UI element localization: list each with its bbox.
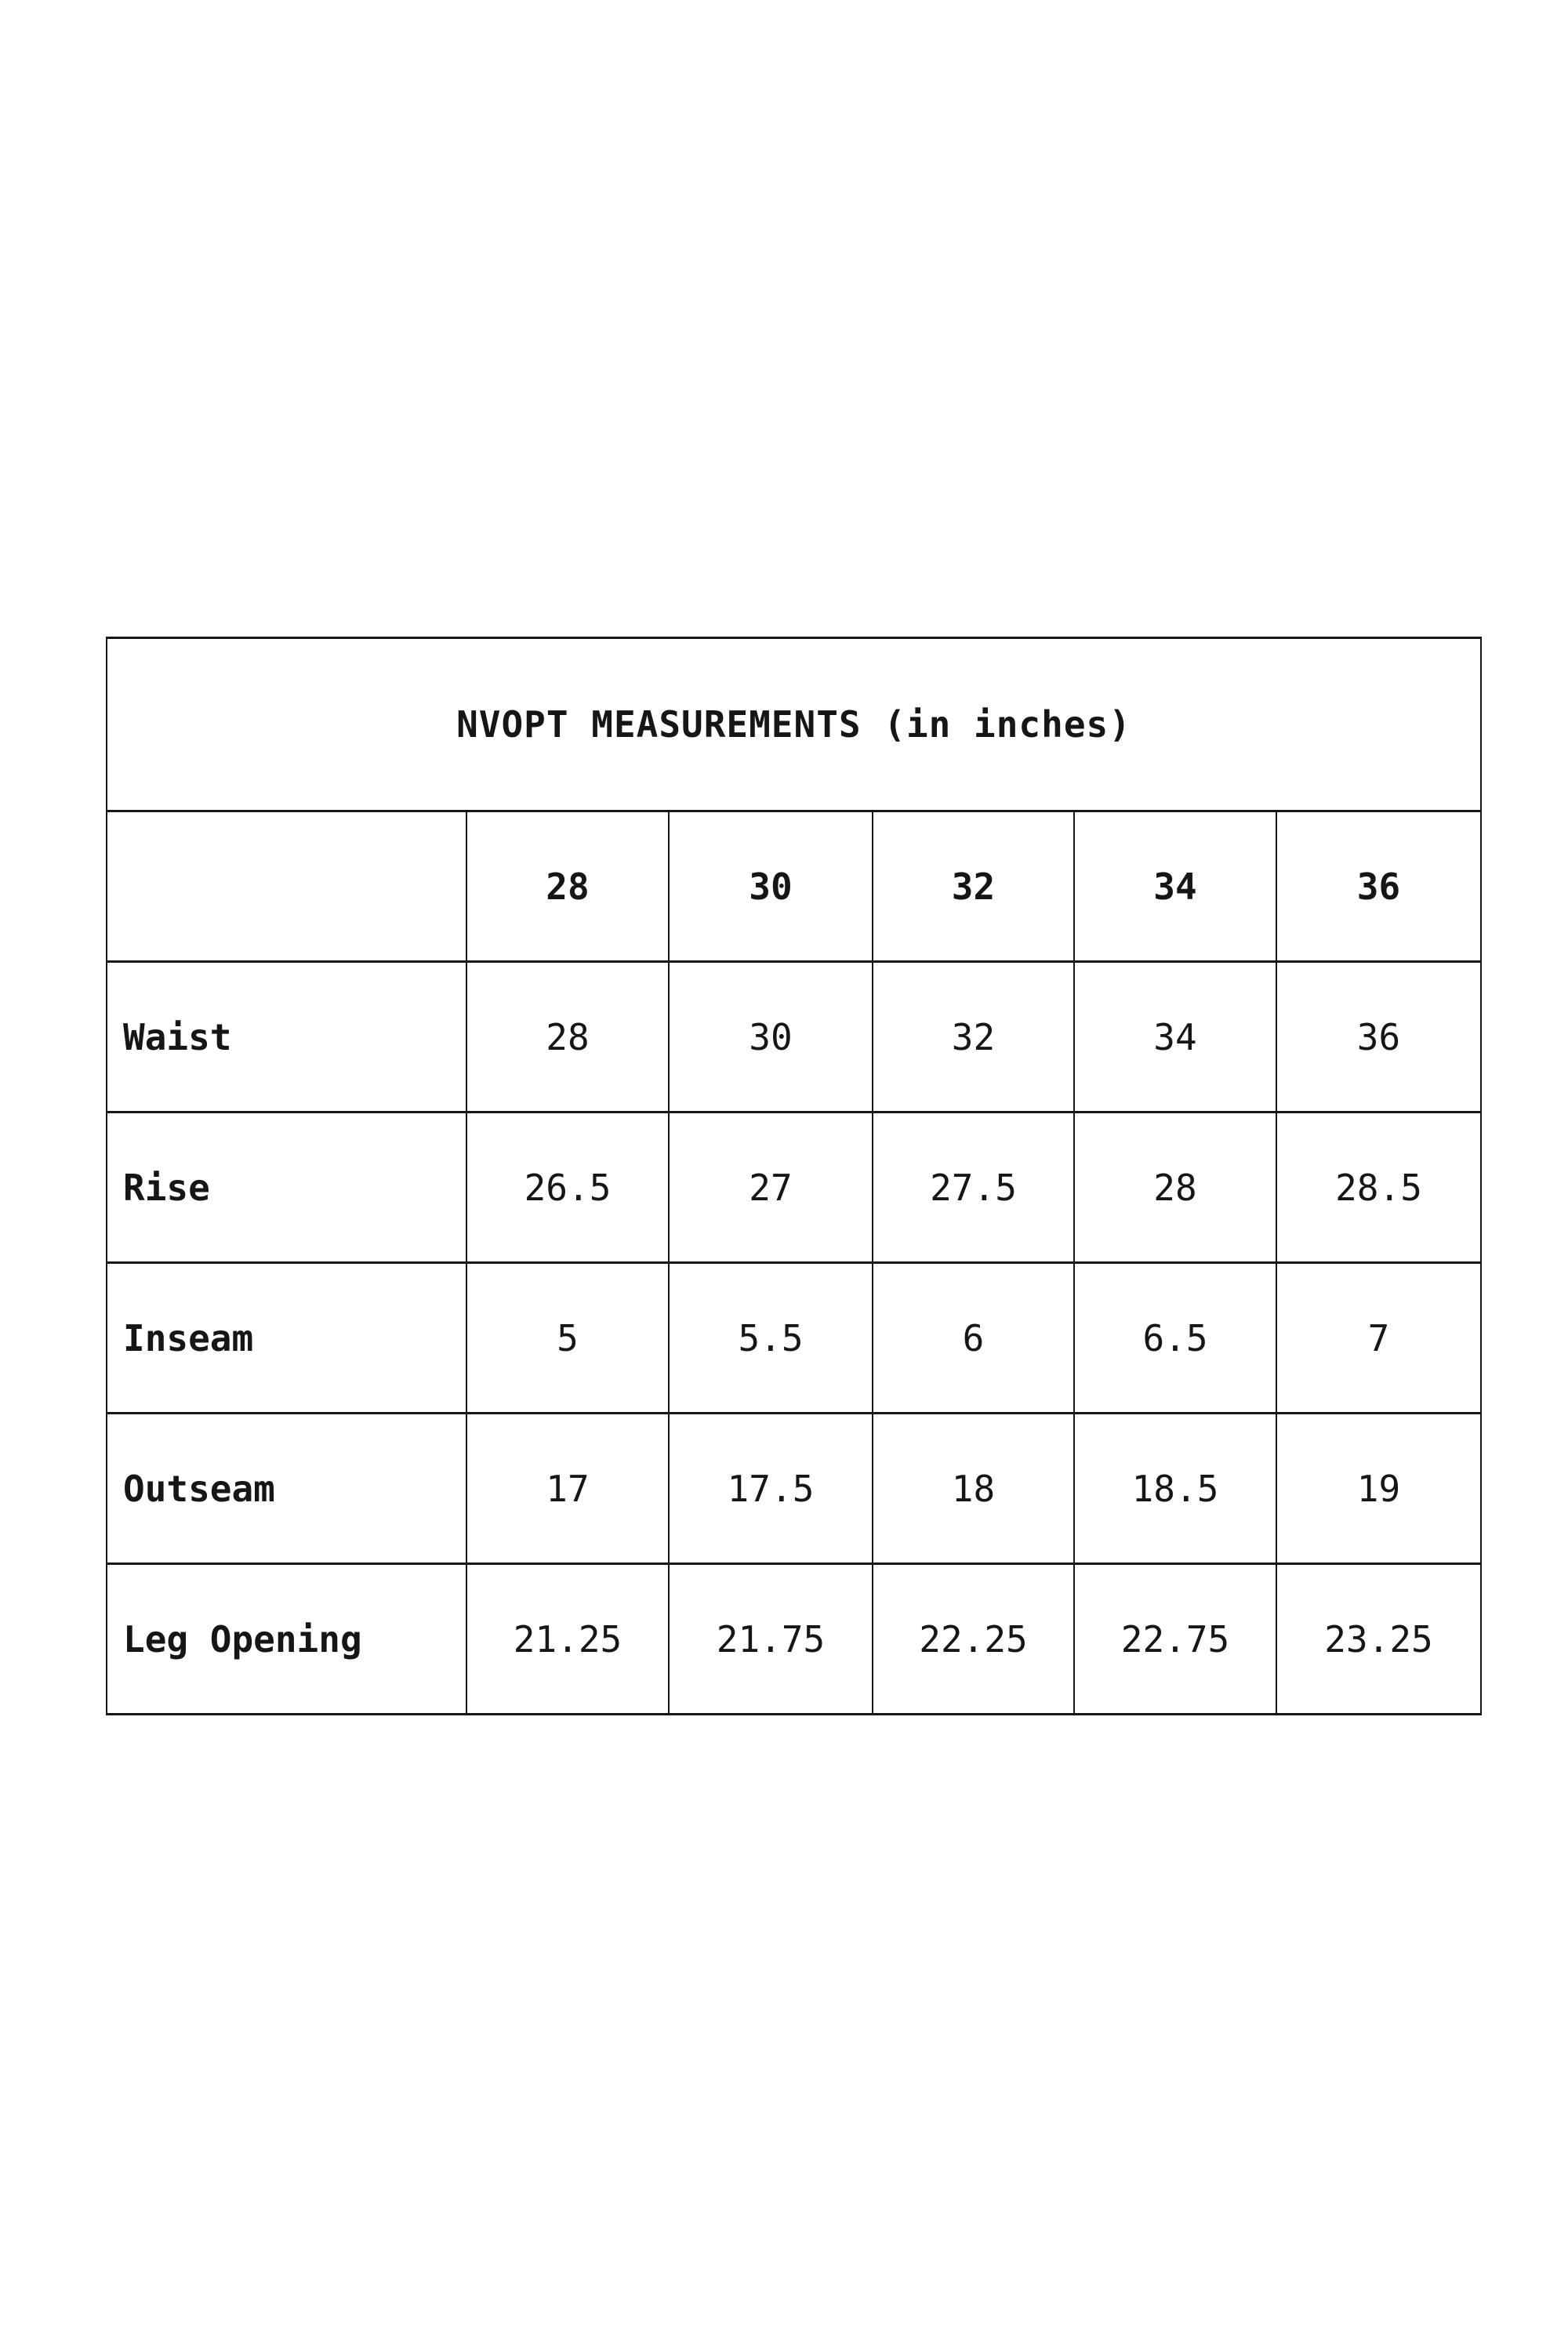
measurement-cell: 36 — [1276, 962, 1481, 1112]
measurement-cell: 21.75 — [669, 1564, 873, 1715]
measurement-cell: 7 — [1276, 1263, 1481, 1414]
row-label-inseam: Inseam — [107, 1263, 466, 1414]
table-row-inseam — [107, 1263, 1481, 1414]
measurement-cell: 18.5 — [1074, 1414, 1276, 1564]
table-row-leg-opening — [107, 1564, 1481, 1715]
measurement-cell: 5.5 — [669, 1263, 873, 1414]
measurement-cell: 28.5 — [1276, 1112, 1481, 1263]
measurement-cell: 28 — [1074, 1112, 1276, 1263]
chart-title: NVOPT MEASUREMENTS (in inches) — [107, 638, 1481, 811]
measurement-cell: 22.75 — [1074, 1564, 1276, 1715]
measurement-cell: 27.5 — [873, 1112, 1074, 1263]
measurement-cell: 27 — [669, 1112, 873, 1263]
measurement-cell: 18 — [873, 1414, 1074, 1564]
row-label-rise: Rise — [107, 1112, 466, 1263]
measurement-cell: 17 — [466, 1414, 669, 1564]
table-row-rise — [107, 1112, 1481, 1263]
row-label-leg-opening: Leg Opening — [107, 1564, 466, 1715]
corner-cell — [107, 811, 466, 962]
size-column-header-36: 36 — [1276, 811, 1481, 962]
measurement-cell: 30 — [669, 962, 873, 1112]
measurement-cell: 34 — [1074, 962, 1276, 1112]
row-label-waist: Waist — [107, 962, 466, 1112]
size-header-row — [107, 811, 1481, 962]
measurement-cell: 19 — [1276, 1414, 1481, 1564]
size-chart-table — [106, 637, 1482, 1715]
size-column-header-30: 30 — [669, 811, 873, 962]
size-column-header-28: 28 — [466, 811, 669, 962]
measurement-cell: 32 — [873, 962, 1074, 1112]
size-column-header-32: 32 — [873, 811, 1074, 962]
measurement-cell: 26.5 — [466, 1112, 669, 1263]
measurement-cell: 5 — [466, 1263, 669, 1414]
size-column-header-34: 34 — [1074, 811, 1276, 962]
table-row-waist — [107, 962, 1481, 1112]
measurement-cell: 21.25 — [466, 1564, 669, 1715]
row-label-outseam: Outseam — [107, 1414, 466, 1564]
measurement-cell: 22.25 — [873, 1564, 1074, 1715]
measurement-cell: 28 — [466, 962, 669, 1112]
measurement-cell: 6.5 — [1074, 1263, 1276, 1414]
measurement-cell: 6 — [873, 1263, 1074, 1414]
measurement-cell: 23.25 — [1276, 1564, 1481, 1715]
measurement-cell: 17.5 — [669, 1414, 873, 1564]
title-row — [107, 638, 1481, 811]
table-row-outseam — [107, 1414, 1481, 1564]
